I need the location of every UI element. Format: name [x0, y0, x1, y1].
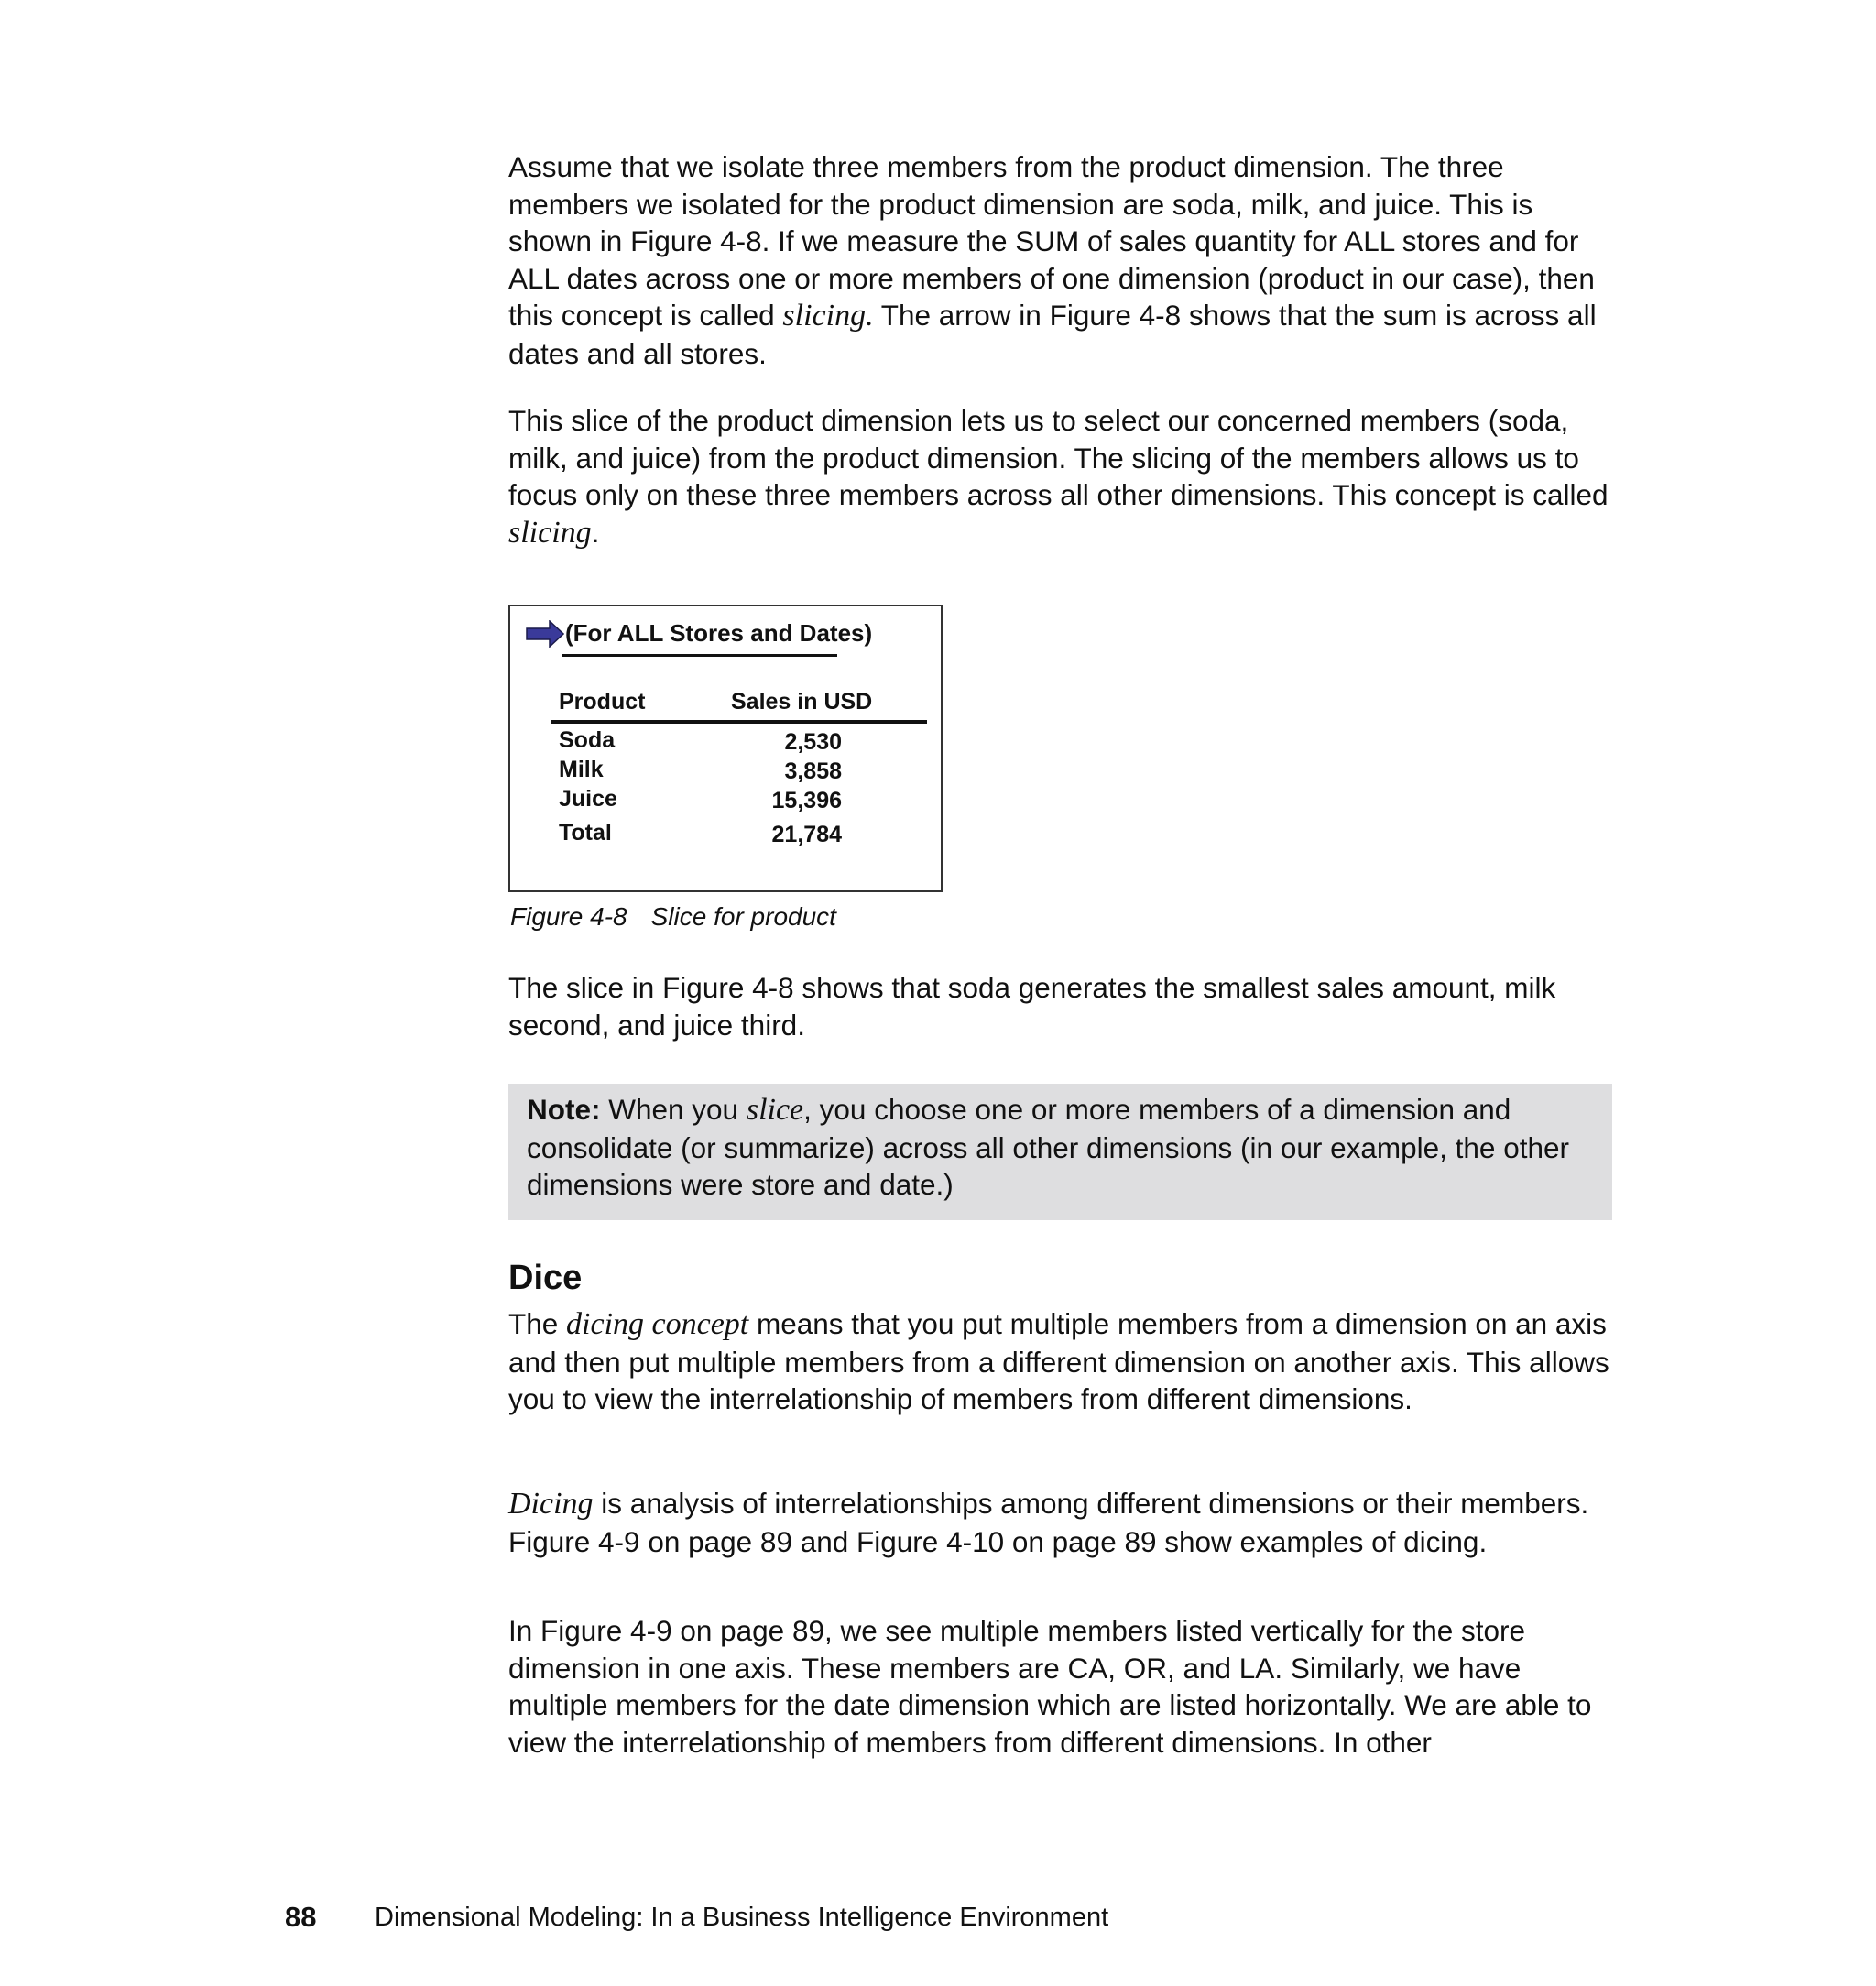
- table-cell-sales: 2,530: [784, 729, 842, 755]
- table-cell-product: Milk: [559, 757, 604, 782]
- paragraph-dicing-example: In Figure 4-9 on page 89, we see multiple members listed vertically for the store dimension in one axis. These members are CA, OR, and LA. Similarly, we have multiple members for the date dimension which are listed horizontally. We are able to view the interrelationship of members from different dimensions. In other: [508, 1614, 1592, 1759]
- figure-slice-table: [508, 605, 943, 892]
- table-cell-sales: 3,858: [784, 758, 842, 784]
- paragraph-text: .: [591, 515, 600, 549]
- paragraph-text: This slice of the product dimension lets us to select our concerned members (soda, milk, and juice) from the product dimension. The slicing of the members allows us to focus only on these three members across all other dimensions. This concept is called: [508, 404, 1609, 511]
- note-text-part: When you: [600, 1093, 747, 1126]
- paragraph-slice-product: [508, 402, 1617, 551]
- emphasis-dicing: Dicing: [508, 1487, 594, 1521]
- caption-title: Slice for product: [650, 902, 836, 931]
- paragraph-slice-result: The slice in Figure 4-8 shows that soda generates the smallest sales amount, milk second, and juice third.: [508, 971, 1556, 1042]
- emphasis-slicing: slicing.: [782, 299, 874, 333]
- paragraph-dicing-concept: [508, 1305, 1617, 1418]
- column-header-product: Product: [559, 689, 646, 715]
- section-heading: Dice: [508, 1259, 583, 1297]
- table-total-label: Total: [559, 820, 612, 846]
- paragraph-text: is analysis of interrelationships among different dimensions or their members. Figure 4-9 on page 89 and Figure 4-10 on page 89 show examples of dicing.: [508, 1487, 1589, 1558]
- figure-header: (For ALL Stores and Dates): [565, 619, 873, 647]
- emphasis-slice: slice: [746, 1093, 804, 1127]
- paragraph-text: means that you put multiple members from a dimension on an axis and then put multiple members from a different dimension on another axis. This allows you to view the interrelationship of members from different dimensions.: [508, 1307, 1609, 1415]
- caption-number: Figure 4-8: [510, 902, 627, 931]
- table-cell-product: Juice: [559, 786, 617, 812]
- paragraph-text: The: [508, 1307, 567, 1340]
- paragraph-dicing-definition: [508, 1485, 1617, 1560]
- figure-header-underline: [562, 654, 837, 657]
- table-rule: [551, 720, 927, 724]
- note-text: [527, 1091, 1594, 1204]
- table-total-value: 21,784: [771, 822, 842, 847]
- emphasis-dicing-concept: dicing concept: [566, 1307, 749, 1341]
- paragraph-text: Assume that we isolate three members from the product dimension. The three members we isolated for the product dimension are soda, milk, and juice. This is shown in Figure 4-8. If we measure the SUM of sales quantity for ALL stores and for ALL dates across one or more members of one dimension (product in our case), then this concept is called: [508, 150, 1595, 332]
- note-text-part: , you choose one or more members of a dimension and consolidate (or summarize) across all other dimensions (in our example, the other dimensions were store and date.): [527, 1093, 1569, 1201]
- note-label: Note:: [527, 1093, 601, 1126]
- page-number: 88: [285, 1901, 317, 1933]
- running-footer-title: Dimensional Modeling: In a Business Intelligence Environment: [375, 1903, 1109, 1932]
- table-cell-sales: 15,396: [771, 788, 842, 813]
- right-arrow-icon: [526, 620, 564, 648]
- paragraph-slicing-intro: [508, 148, 1617, 372]
- emphasis-slicing: slicing: [508, 515, 592, 550]
- note-box: [508, 1084, 1612, 1220]
- figure-caption: [510, 902, 836, 932]
- table-cell-product: Soda: [559, 727, 616, 753]
- paragraph-text: The arrow in Figure 4-8 shows that the sum is across all dates and all stores.: [508, 299, 1597, 370]
- column-header-sales: Sales in USD: [731, 689, 873, 715]
